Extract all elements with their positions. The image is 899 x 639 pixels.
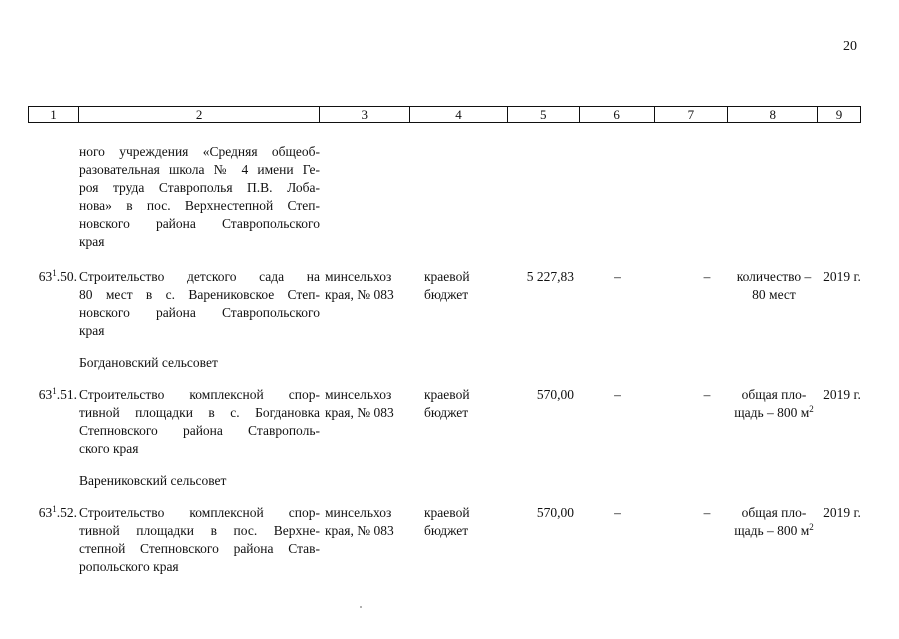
row-name: Строительство комплексной спор- тивной площадки в с. Богдановка Степновского района Ставрополь- ского края xyxy=(79,387,320,456)
row-funding-source: краевой бюджет xyxy=(424,387,470,420)
page-number: 20 xyxy=(843,39,857,54)
row-col6: – xyxy=(614,505,621,520)
row-year: 2019 г. xyxy=(823,387,861,402)
row-organization: минсельхоз края, № 083 xyxy=(325,387,394,420)
row-funding-source: краевой бюджет xyxy=(424,505,470,538)
header-col-9: 9 xyxy=(835,107,843,122)
row-col6: – xyxy=(614,269,621,284)
row-organization: минсельхоз края, № 083 xyxy=(325,505,394,538)
row-name: Строительство комплексной спор- тивной площадки в пос. Верхне- степной Степновского района Став- ропольского края xyxy=(79,505,320,574)
row-col7: – xyxy=(703,505,711,520)
header-col-8: 8 xyxy=(728,107,818,122)
section-title: Богдановский сельсовет xyxy=(79,355,218,370)
row-name: Строительство детского сада на 80 мест в с. Варениковское Степ- новского района Ставропольского края xyxy=(79,269,320,338)
row-year: 2019 г. xyxy=(823,269,861,284)
row-organization: минсельхоз края, № 083 xyxy=(325,269,394,302)
row-number: $63^1.51$. xyxy=(38,386,77,402)
row-number: $63^1.52$. xyxy=(38,504,77,520)
section-title: Варениковский сельсовет xyxy=(79,473,227,488)
header-col-5: 5 xyxy=(508,107,580,122)
table-body xyxy=(28,143,861,576)
table-row xyxy=(28,268,861,340)
scan-speck xyxy=(360,606,362,608)
table-row xyxy=(28,386,861,458)
header-col-2: 2 xyxy=(79,107,320,122)
row-col6: – xyxy=(614,387,621,402)
row-col7: – xyxy=(703,269,711,284)
header-col-7: 7 xyxy=(655,107,729,122)
continuation-name: ного учреждения «Средняя общеоб- разовательная школа № 4 имени Ге- роя труда Ставрополья П.В. Лоба- нова» в пос. Верхнестепной Степ- новского района Ставропольского края xyxy=(79,144,320,249)
row-indicator: количество – 80 мест xyxy=(736,269,812,302)
header-col-6: 6 xyxy=(580,107,655,122)
row-amount: 570,00 xyxy=(536,505,574,520)
header-col-3: 3 xyxy=(320,107,410,122)
row-year: 2019 г. xyxy=(823,505,861,520)
continuation-row xyxy=(28,143,861,251)
row-indicator: общая пло- щадь – 800 $м^2$ xyxy=(734,505,814,538)
row-number: $63^1.50$. xyxy=(38,268,77,284)
row-col7: – xyxy=(703,387,711,402)
row-amount: 570,00 xyxy=(536,387,574,402)
row-funding-source: краевой бюджет xyxy=(424,269,470,302)
row-indicator: общая пло- щадь – 800 $м^2$ xyxy=(734,387,814,420)
row-amount: 5 227,83 xyxy=(526,269,574,284)
header-col-1: 1 xyxy=(29,107,79,122)
table-row xyxy=(28,504,861,576)
table-header-row xyxy=(28,106,861,123)
header-col-4: 4 xyxy=(410,107,508,122)
